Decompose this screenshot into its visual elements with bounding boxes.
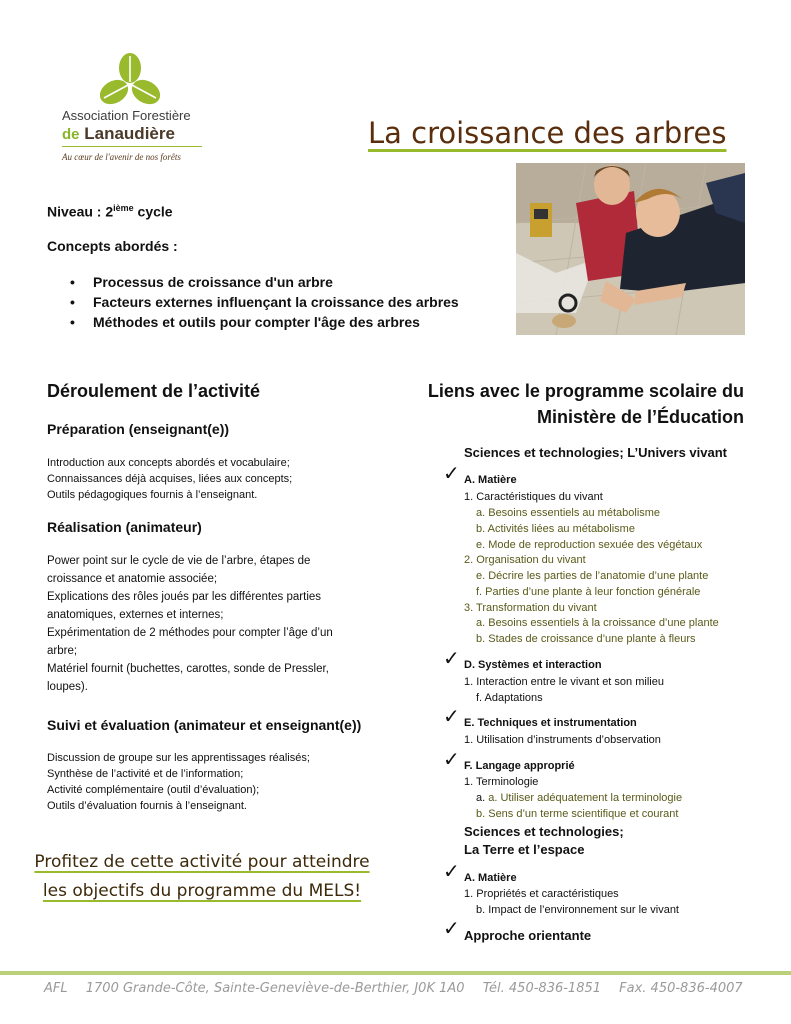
concepts-list: [70, 272, 459, 332]
list-item: e. Mode de reproduction sexuée des végétaux: [476, 539, 703, 551]
text-line: Expérimentation de 2 méthodes pour compter l’âge d’un: [47, 627, 333, 639]
footer-fax: Fax. 450-836-4007: [619, 981, 743, 996]
text-line: arbre;: [47, 645, 78, 657]
preparation-heading: Préparation (enseignant(e)): [47, 421, 230, 437]
footer-divider: [0, 971, 791, 975]
text-line: Introduction aux concepts abordés et vocabulaire;: [47, 457, 290, 469]
text-line: Matériel fournit (buchettes, carottes, sonde de Pressler,: [47, 663, 329, 675]
approche-heading: Approche orientante: [464, 928, 592, 943]
list-item: b. Activités liées au métabolisme: [476, 523, 635, 535]
list-item: b. Sens d’un terme scientifique et courant: [476, 808, 679, 820]
text-line: Activité complémentaire (outil d’évaluation);: [47, 784, 260, 796]
list-item: • Facteurs externes influençant la croissance des arbres: [70, 292, 459, 312]
logo-tagline: Au cœur de l'avenir de nos forêts: [62, 152, 181, 162]
list-item: • Processus de croissance d'un arbre: [70, 272, 459, 292]
footer-tel: Tél. 450-836-1851: [482, 981, 602, 996]
niveau-label: Niveau : 2: [47, 203, 114, 220]
logo-org-line1: Association Forestière: [62, 108, 191, 123]
text-line: anatomiques, externes et internes;: [47, 609, 224, 621]
list-item: 1. Terminologie: [464, 776, 539, 788]
niveau-suffix: cycle: [133, 203, 173, 220]
concepts-heading: Concepts abordés :: [47, 238, 178, 254]
techniques-heading: E. Techniques et instrumentation: [464, 717, 637, 729]
text-line: Outils pédagogiques fournis à l’enseignant.: [47, 489, 258, 501]
photo-image: [516, 163, 745, 335]
text-line: Explications des rôles joués par les différentes parties: [47, 591, 322, 603]
logo-divider: [62, 146, 202, 147]
list-item: 1. Caractéristiques du vivant: [464, 491, 603, 503]
liens-title: [414, 378, 744, 430]
liens-title-line2: Ministère de l’Éducation: [536, 407, 744, 427]
checkmark-icon: ✓: [443, 461, 460, 485]
list-prefix: a.: [476, 792, 489, 804]
langage-heading: F. Langage approprié: [464, 760, 575, 772]
leaf-trefoil-icon: [100, 52, 160, 110]
list-item: a. Besoins essentiels au métabolisme: [476, 507, 661, 519]
footer-address: 1700 Grande-Côte, Sainte-Geneviève-de-Berthier, J0K 1A0: [85, 981, 465, 996]
text-line: loupes).: [47, 681, 88, 693]
list-item: f. Parties d’une plante à leur fonction générale: [476, 586, 701, 598]
text-line: Discussion de groupe sur les apprentissages réalisés;: [47, 752, 310, 764]
list-item: 1. Interaction entre le vivant et son milieu: [464, 676, 664, 688]
promo-line2: les objectifs du programme du MELS!: [42, 881, 362, 901]
list-item: • Méthodes et outils pour compter l'âge des arbres: [70, 312, 459, 332]
page-title: La croissance des arbres: [368, 116, 727, 150]
list-item: b. Impact de l’environnement sur le vivant: [476, 904, 679, 916]
association-logo: [60, 52, 208, 176]
list-item: f. Adaptations: [476, 692, 543, 704]
terre-matiere-heading: A. Matière: [464, 872, 517, 884]
list-item: a. Besoins essentiels à la croissance d’une plante: [476, 617, 719, 629]
list-item: 2. Organisation du vivant: [464, 554, 586, 566]
logo-org-name: Lanaudière: [84, 124, 175, 143]
list-item: e. Décrire les parties de l’anatomie d’une plante: [476, 570, 709, 582]
realisation-heading: Réalisation (animateur): [47, 519, 202, 535]
realisation-text: [47, 552, 333, 696]
list-item: 3. Transformation du vivant: [464, 602, 597, 614]
logo-org-line2: [62, 124, 175, 144]
liens-title-line1: Liens avec le programme scolaire du: [427, 381, 744, 401]
text-line: Outils d’évaluation fournis à l’enseignant.: [47, 800, 247, 812]
matiere-heading: A. Matière: [464, 474, 517, 486]
text-line: Synthèse de l’activité et de l’information;: [47, 768, 244, 780]
text-line: croissance et anatomie associée;: [47, 573, 218, 585]
suivi-text: [47, 750, 310, 814]
niveau-sup: ième: [113, 203, 134, 213]
checkmark-icon: ✓: [443, 646, 460, 670]
suivi-heading: Suivi et évaluation (animateur et enseignant(e)): [47, 717, 362, 733]
checkmark-icon: ✓: [443, 704, 460, 728]
list-item: 1. Utilisation d’instruments d’observation: [464, 734, 661, 746]
systemes-heading: D. Systèmes et interaction: [464, 659, 602, 671]
logo-org-de: de: [62, 126, 80, 143]
list-item: 1. Propriétés et caractéristiques: [464, 888, 619, 900]
terre-heading-line1: Sciences et technologies;: [464, 824, 624, 839]
checkmark-icon: ✓: [443, 747, 460, 771]
footer-abbr: AFL: [44, 981, 68, 996]
preparation-text: [47, 455, 292, 503]
checkmark-icon: ✓: [443, 916, 460, 940]
footer: [44, 981, 757, 996]
terre-heading-line2: La Terre et l’espace: [464, 842, 585, 857]
promo-callout: [16, 848, 388, 906]
promo-line1: Profitez de cette activité pour atteindre: [34, 852, 370, 872]
deroulement-title: Déroulement de l’activité: [47, 381, 261, 401]
list-item: [476, 790, 682, 806]
text-line: Connaissances déjà acquises, liées aux concepts;: [47, 473, 293, 485]
list-item-text: a. Utiliser adéquatement la terminologie: [488, 792, 683, 804]
univers-vivant-heading: Sciences et technologies; L’Univers vivant: [464, 445, 727, 460]
niveau-line: [47, 203, 173, 220]
list-item: b. Stades de croissance d’une plante à fleurs: [476, 633, 696, 645]
children-photo: [516, 163, 745, 335]
text-line: Power point sur le cycle de vie de l’arbre, étapes de: [47, 555, 311, 567]
checkmark-icon: ✓: [443, 859, 460, 883]
